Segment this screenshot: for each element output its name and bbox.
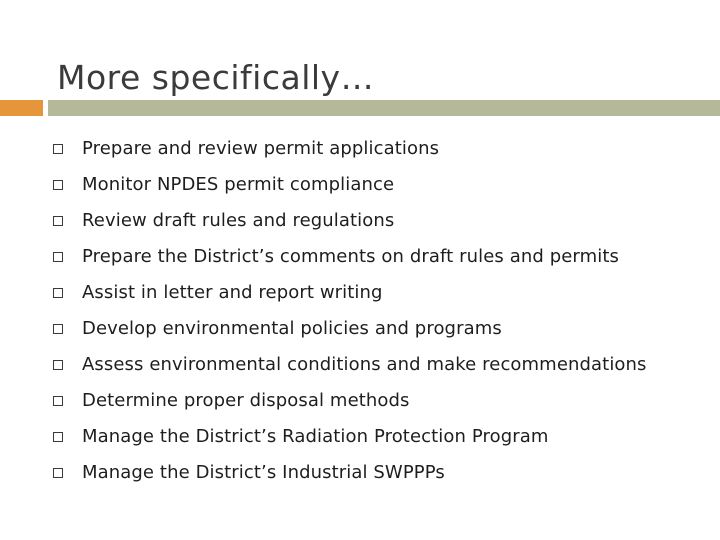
bullet-text: Prepare the District’s comments on draft rules and permits	[82, 245, 619, 267]
list-item	[53, 166, 647, 202]
bullet-text: Review draft rules and regulations	[82, 209, 395, 231]
bullet-text: Assist in letter and report writing	[82, 281, 383, 303]
title-rule-bar	[48, 100, 720, 116]
square-bullet-icon	[53, 252, 63, 262]
list-item	[53, 310, 647, 346]
slide-title: More specifically…	[57, 58, 375, 98]
square-bullet-icon	[53, 468, 63, 478]
bullet-text: Develop environmental policies and programs	[82, 317, 502, 339]
square-bullet-icon	[53, 288, 63, 298]
bullet-text: Manage the District’s Radiation Protection Program	[82, 425, 549, 447]
list-item	[53, 202, 647, 238]
bullet-list	[53, 130, 647, 490]
list-item	[53, 454, 647, 490]
square-bullet-icon	[53, 396, 63, 406]
list-item	[53, 346, 647, 382]
square-bullet-icon	[53, 216, 63, 226]
bullet-text: Manage the District’s Industrial SWPPPs	[82, 461, 445, 483]
bullet-text: Assess environmental conditions and make recommendations	[82, 353, 647, 375]
bullet-text: Prepare and review permit applications	[82, 137, 440, 159]
bullet-text: Monitor NPDES permit compliance	[82, 173, 395, 195]
list-item	[53, 238, 647, 274]
list-item	[53, 382, 647, 418]
list-item	[53, 130, 647, 166]
accent-bar	[0, 100, 43, 116]
bullet-text: Determine proper disposal methods	[82, 389, 410, 411]
square-bullet-icon	[53, 432, 63, 442]
square-bullet-icon	[53, 144, 63, 154]
square-bullet-icon	[53, 180, 63, 190]
square-bullet-icon	[53, 324, 63, 334]
square-bullet-icon	[53, 360, 63, 370]
list-item	[53, 274, 647, 310]
list-item	[53, 418, 647, 454]
